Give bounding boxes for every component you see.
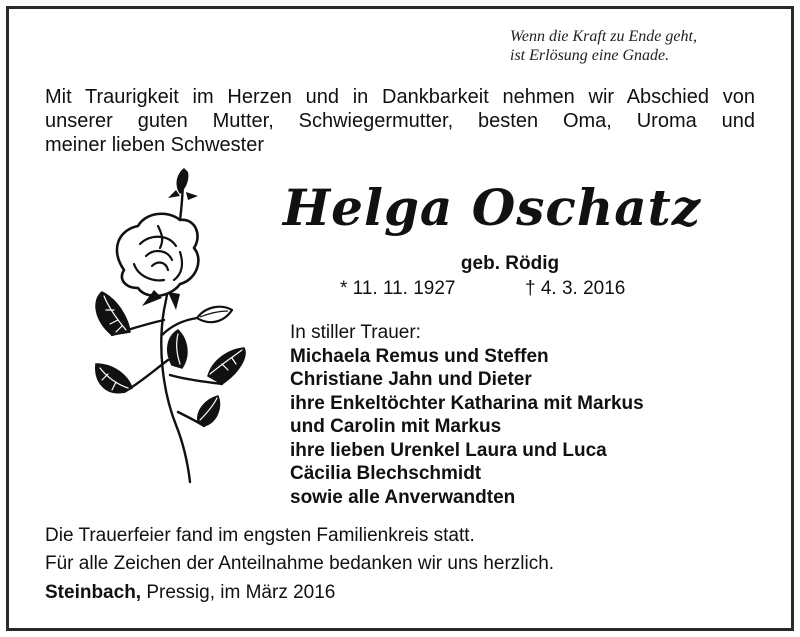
epigraph-quote: [510, 27, 750, 65]
mourner-line: und Carolin mit Markus: [290, 416, 502, 437]
life-dates: [340, 278, 625, 300]
closing-line: Die Trauerfeier fand im engsten Familienkreis statt.: [45, 525, 475, 546]
mourner-line: Michaela Remus und Steffen: [290, 345, 549, 367]
intro-line: Mit Traurigkeit im Herzen und in Dankbarkeit nehmen wir Abschied von: [45, 86, 755, 108]
mourner-line: ihre Enkeltöchter Katharina mit Markus: [290, 392, 644, 414]
mourner-line: ihre lieben Urenkel Laura und Luca: [290, 439, 607, 461]
quote-line: ist Erlösung eine Gnade.: [510, 47, 670, 64]
deceased-name: Helga Oschatz: [282, 178, 702, 237]
maiden-name: geb. Rödig: [460, 253, 560, 274]
place-and-date: [45, 582, 335, 604]
mourner-line: Christiane Jahn und Dieter: [290, 369, 532, 390]
mourner-line: Cäcilia Blechschmidt: [290, 463, 482, 484]
birth-date: * 11. 11. 1927: [340, 278, 456, 299]
intro-text: [45, 85, 755, 157]
quote-line: Wenn die Kraft zu Ende geht,: [510, 28, 697, 45]
closing-line: Für alle Zeichen der Anteilnahme bedanken wir uns herzlich.: [45, 553, 555, 574]
mourner-line: sowie alle Anverwandten: [290, 486, 516, 508]
intro-line: meiner lieben Schwester: [45, 134, 264, 156]
place-rest: Pressig, im März 2016: [141, 582, 336, 603]
mourners-heading: In stiller Trauer:: [290, 322, 421, 343]
death-date: † 4. 3. 2016: [525, 278, 626, 299]
mourners-list: [290, 321, 644, 509]
intro-line: unserer guten Mutter, Schwiegermutter, besten Oma, Uroma und: [45, 110, 755, 132]
closing-text: [45, 522, 554, 578]
place-town: Steinbach,: [45, 582, 142, 603]
rose-icon: [72, 160, 252, 490]
